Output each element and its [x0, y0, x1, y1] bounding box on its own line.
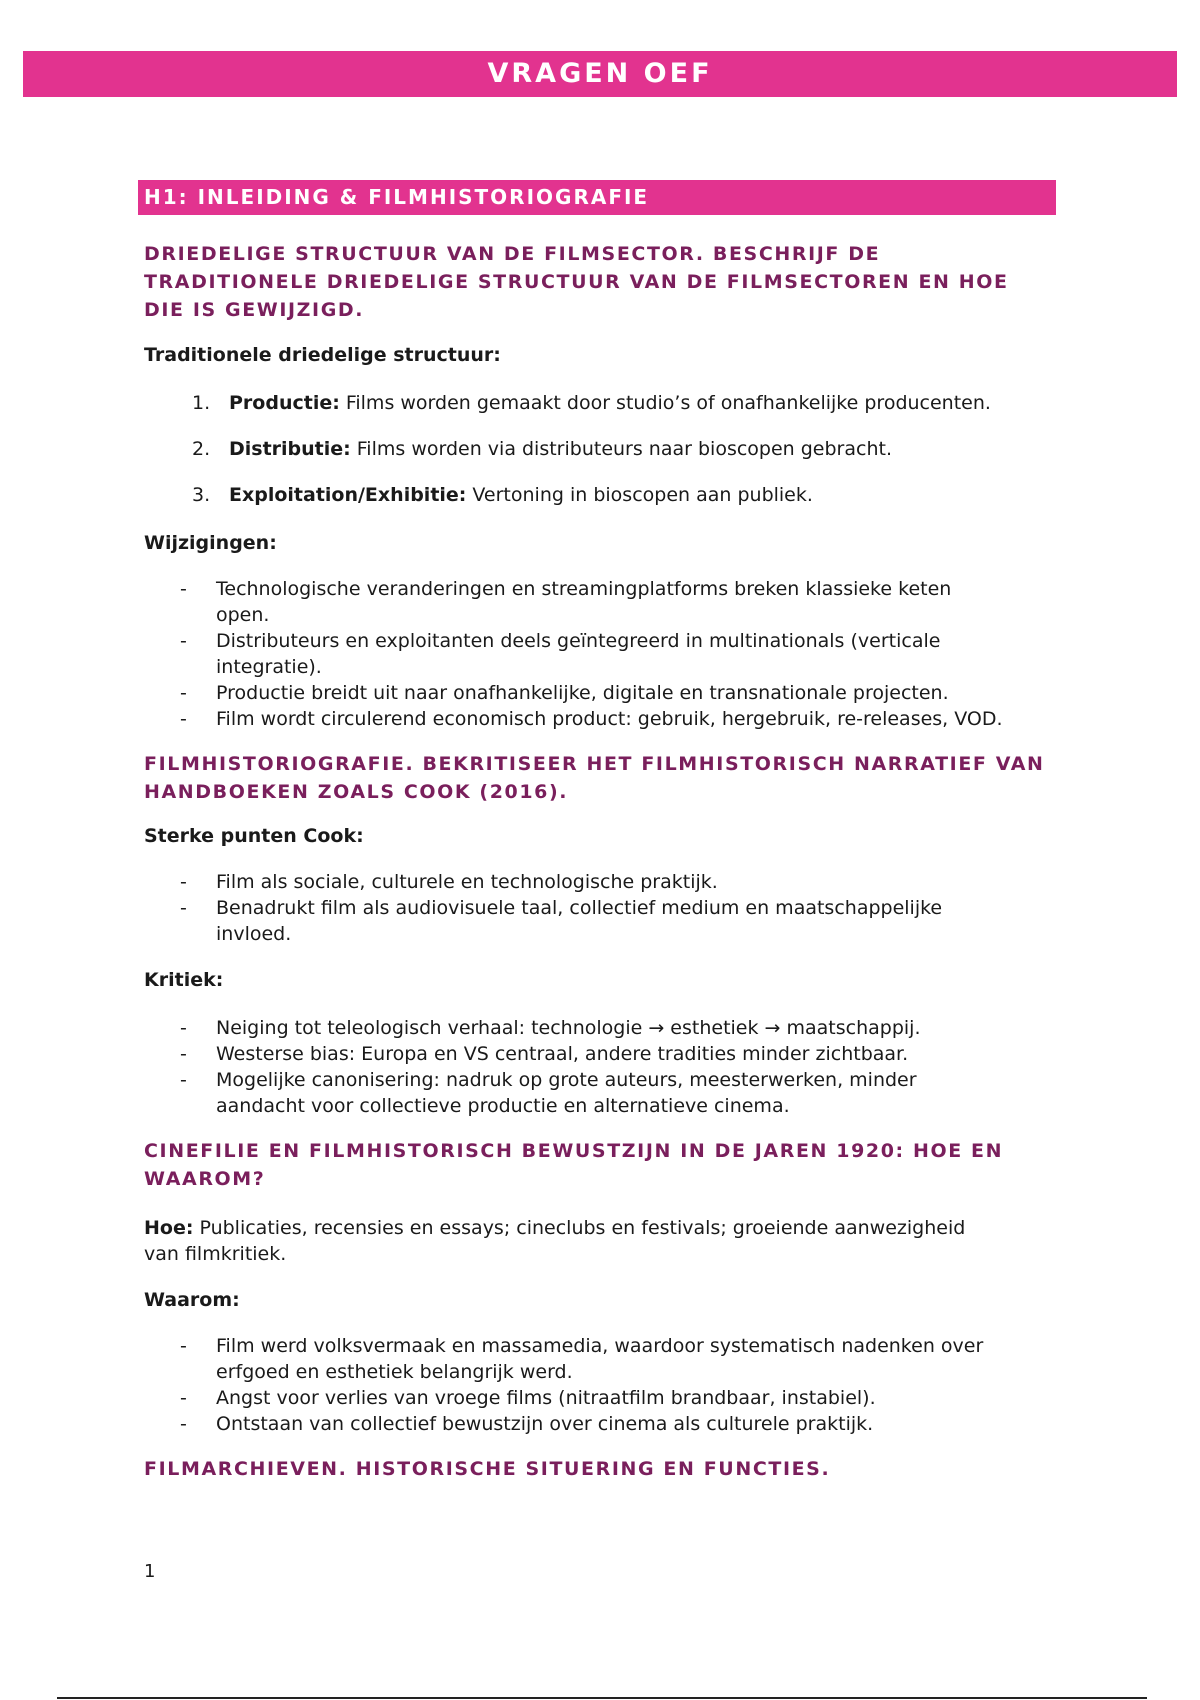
item-line: Distributeurs en exploitanten deels geïntegreerd in multinationals (verticale — [216, 630, 941, 652]
item-line: Westerse bias: Europa en VS centraal, andere tradities minder zichtbaar. — [216, 1043, 909, 1065]
item-line: Mogelijke canonisering: nadruk op grote auteurs, meesterwerken, minder — [216, 1069, 917, 1091]
page-number: 1 — [144, 1561, 156, 1582]
heading-line: FILMARCHIEVEN. HISTORISCHE SITUERING EN FUNCTIES. — [144, 1458, 831, 1480]
bullet-dash: - — [180, 1387, 187, 1409]
item-line: Benadrukt film als audiovisuele taal, collectief medium en maatschappelijke — [216, 897, 943, 919]
list-item — [180, 628, 1064, 680]
critique-list — [180, 1015, 1064, 1119]
heading-line: FILMHISTORIOGRAFIE. BEKRITISEER HET FILMHISTORISCH NARRATIEF VAN — [144, 753, 1045, 775]
why-list — [180, 1333, 1064, 1437]
item-line: invloed. — [216, 923, 292, 945]
list-item — [180, 1067, 1064, 1119]
strong-points-list — [180, 869, 1064, 947]
item-line: Ontstaan van collectief bewustzijn over cinema als culturele praktijk. — [216, 1413, 874, 1435]
heading-line: DIE IS GEWIJZIGD. — [144, 299, 365, 321]
step-text: Films worden gemaakt door studio’s of onafhankelijke producenten. — [345, 392, 991, 414]
heading-line: DRIEDELIGE STRUCTUUR VAN DE FILMSECTOR. BESCHRIJF DE — [144, 243, 881, 265]
item-line: van filmkritiek. — [144, 1243, 287, 1265]
list-item — [192, 390, 1064, 416]
list-item — [180, 895, 1064, 947]
page-content — [144, 180, 1064, 1483]
item-line: Film als sociale, culturele en technologische praktijk. — [216, 871, 718, 893]
bullet-dash: - — [180, 871, 187, 893]
step-number: 2. — [192, 438, 211, 460]
list-item — [192, 436, 1064, 462]
bullet-dash: - — [180, 682, 187, 704]
item-line: open. — [216, 604, 270, 626]
list-item — [180, 1333, 1064, 1385]
question-heading-structure — [144, 240, 1064, 324]
bullet-dash: - — [180, 897, 187, 919]
item-line: erfgoed en esthetiek belangrijk werd. — [216, 1361, 573, 1383]
step-term: Exploitation/Exhibitie: — [229, 484, 467, 506]
item-line: Film wordt circulerend economisch product: gebruik, hergebruik, re-releases, VOD. — [216, 708, 1003, 730]
bullet-dash: - — [180, 630, 187, 652]
step-number: 1. — [192, 392, 211, 414]
bullet-dash: - — [180, 708, 187, 730]
list-item — [180, 706, 1064, 732]
list-item — [180, 1015, 1064, 1041]
bullet-dash: - — [180, 1043, 187, 1065]
step-text: Films worden via distributeurs naar bioscopen gebracht. — [356, 438, 892, 460]
label-changes: Wijzigingen: — [144, 532, 277, 554]
heading-line: WAAROM? — [144, 1168, 266, 1190]
label-critique: Kritiek: — [144, 969, 224, 991]
heading-line: TRADITIONELE DRIEDELIGE STRUCTUUR VAN DE FILMSECTOREN EN HOE — [144, 271, 1009, 293]
list-item — [180, 576, 1064, 628]
document-title-banner: VRAGEN OEF — [23, 51, 1177, 97]
item-line: Film werd volksvermaak en massamedia, waardoor systematisch nadenken over — [216, 1335, 984, 1357]
footer-divider — [57, 1697, 1147, 1699]
label-traditional-structure: Traditionele driedelige structuur: — [144, 344, 501, 366]
bullet-dash: - — [180, 1017, 187, 1039]
changes-list — [180, 576, 1064, 732]
item-line: Publicaties, recensies en essays; cineclubs en festivals; groeiende aanwezigheid — [199, 1217, 966, 1239]
item-line: Neiging tot teleologisch verhaal: technologie → esthetiek → maatschappij. — [216, 1017, 921, 1039]
bullet-dash: - — [180, 578, 187, 600]
step-number: 3. — [192, 484, 211, 506]
list-item — [180, 680, 1064, 706]
heading-line: HANDBOEKEN ZOALS COOK (2016). — [144, 781, 569, 803]
item-line: Technologische veranderingen en streamingplatforms breken klassieke keten — [216, 578, 952, 600]
step-text: Vertoning in bioscopen aan publiek. — [472, 484, 813, 506]
item-line: Productie breidt uit naar onafhankelijke, digitale en transnationale projecten. — [216, 682, 949, 704]
item-line: integratie). — [216, 656, 322, 678]
how-paragraph — [144, 1215, 1064, 1267]
label-why: Waarom: — [144, 1289, 240, 1311]
step-term: Distributie: — [229, 438, 351, 460]
bullet-dash: - — [180, 1413, 187, 1435]
question-heading-historiography — [144, 750, 1064, 806]
list-item — [180, 1041, 1064, 1067]
question-heading-cinephilia — [144, 1137, 1064, 1193]
chapter-heading: H1: INLEIDING & FILMHISTORIOGRAFIE — [138, 180, 1056, 215]
list-item — [180, 1385, 1064, 1411]
heading-line: CINEFILIE EN FILMHISTORISCH BEWUSTZIJN IN DE JAREN 1920: HOE EN — [144, 1140, 1004, 1162]
item-line: Angst voor verlies van vroege films (nitraatfilm brandbaar, instabiel). — [216, 1387, 876, 1409]
structure-steps-list — [192, 390, 1064, 508]
list-item — [180, 1411, 1064, 1437]
list-item — [180, 869, 1064, 895]
item-line: aandacht voor collectieve productie en alternatieve cinema. — [216, 1095, 790, 1117]
list-item — [192, 482, 1064, 508]
bullet-dash: - — [180, 1069, 187, 1091]
how-term: Hoe: — [144, 1217, 194, 1239]
bullet-dash: - — [180, 1335, 187, 1357]
question-heading-film-archives — [144, 1455, 1064, 1483]
step-term: Productie: — [229, 392, 340, 414]
label-strong-points: Sterke punten Cook: — [144, 825, 364, 847]
